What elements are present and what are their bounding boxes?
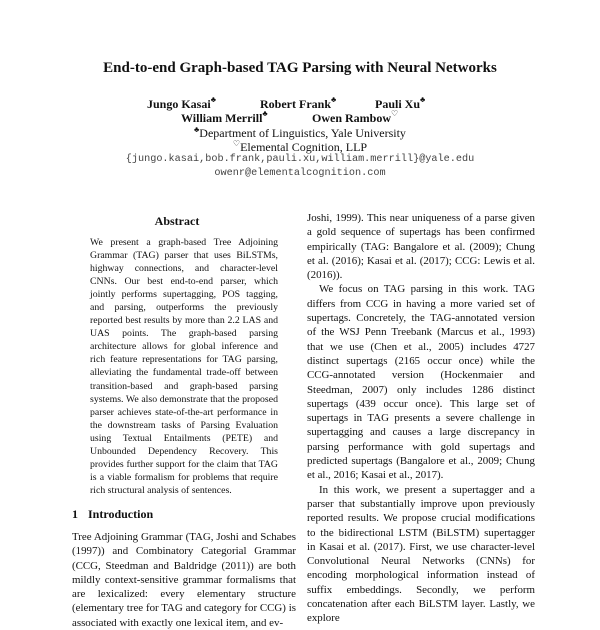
affiliation-text: Department of Linguistics, Yale University [199, 126, 406, 140]
introduction-text: Tree Adjoining Grammar (TAG, Joshi and Schabes (1997)) and Combinatory Categorial Grammar (CCG, Steedman and Baldridge (2011)) are both mildly context-sensitive grammar formalisms that are lexicalized: every elementary structure (elementary tree for TAG and category for CCG) is associated with exactly one lexical item, and ev- [72, 531, 296, 629]
affiliation-text: Elemental Cognition, LLP [240, 140, 368, 154]
right-column [307, 211, 535, 626]
paragraph: In this work, we present a supertagger and a parser that substantially improve upon previously reported results. We propose crucial modifications to the bidirectional LSTM (BiLSTM) supertagger in Kasai et al. (2017). First, we use character-level Convolutional Neural Networks (CNNs) for encoding morphological information instead of suffix embeddings. Secondly, we perform concatenation after each BiLSTM layer. Lastly, we explore [307, 483, 535, 625]
author-name: Owen Rambow [312, 111, 392, 125]
abstract-text: We present a graph-based Tree Adjoining Grammar (TAG) parser that uses BiLSTMs, highway connections, and character-level CNNs. Our best end-to-end parser, which jointly performs supertagging, POS tagging, and parsing, outperforms the previously reported best results by more than 2.2 LAS and UAS points. The graph-based parsing architecture allows for global inference and rich feature representations for TAG parsing, alleviating the fundamental trade-off between transition-based and graph-based parsing systems. We also demonstrate that the proposed parser achieves state-of-the-art performance in the downstream tasks of Parsing Evaluation using Textual Entailments (PETE) and Unbounded Dependency Recovery. This provides further support for the claim that TAG is a viable formalism for problems that require rich structural analysis of sentences. [90, 237, 278, 496]
author-name: Pauli Xu [375, 97, 421, 111]
author-owen-rambow [312, 110, 398, 126]
affiliation-mark: ♣ [420, 95, 426, 104]
section-heading [72, 507, 292, 522]
section-number: 1 [72, 507, 78, 521]
author-name: William Merrill [181, 111, 263, 125]
affiliation-mark: ♣ [331, 95, 337, 104]
affiliation-mark: ♡ [232, 139, 241, 148]
paragraph: We focus on TAG parsing in this work. TAG differs from CCG in having a more varied set of supertags. Concretely, the TAG-annotated version of the WSJ Penn Treebank (Marcus et al., 1993) that we use (Chen et al., 2005) includes 4727 distinct supertags (2165 occur once) while the CCG-annotated version (Hockenmaier and Steedman, 2007) only includes 1286 distinct supertags (439 occur once). This large set of supertags in TAG presents a severe challenge in supertagging and causes a large discrepancy in parsing performance with gold supertags and predicted supertags (Bangalore et al., 2009; Chung et al., 2016; Kasai et al., 2017). [307, 283, 535, 482]
affiliation-mark: ♣ [210, 95, 216, 104]
affiliation-mark: ♣ [194, 125, 200, 134]
affiliation-mark: ♡ [391, 109, 399, 118]
affiliation-mark: ♣ [262, 109, 268, 118]
email-yale: {jungo.kasai,bob.frank,pauli.xu,william.merrill}@yale.edu [125, 154, 475, 165]
section-title: Introduction [88, 507, 154, 521]
paper-title: End-to-end Graph-based TAG Parsing with Neural Networks [103, 60, 497, 76]
author-name: Robert Frank [260, 97, 331, 111]
affiliation-elemental [0, 139, 600, 155]
email-elemental: owenr@elementalcognition.com [214, 168, 386, 179]
author-name: Jungo Kasai [147, 97, 211, 111]
author-william-merrill [181, 110, 268, 126]
abstract-heading: Abstract [154, 214, 200, 228]
paragraph: Joshi, 1999). This near uniqueness of a parse given a gold sequence of supertags has been confirmed empirically (TAG: Bangalore et al. (2009); Chung et al. (2016); Kasai et al. (2017); CCG: Lewis et al. (2016)). [307, 212, 535, 282]
